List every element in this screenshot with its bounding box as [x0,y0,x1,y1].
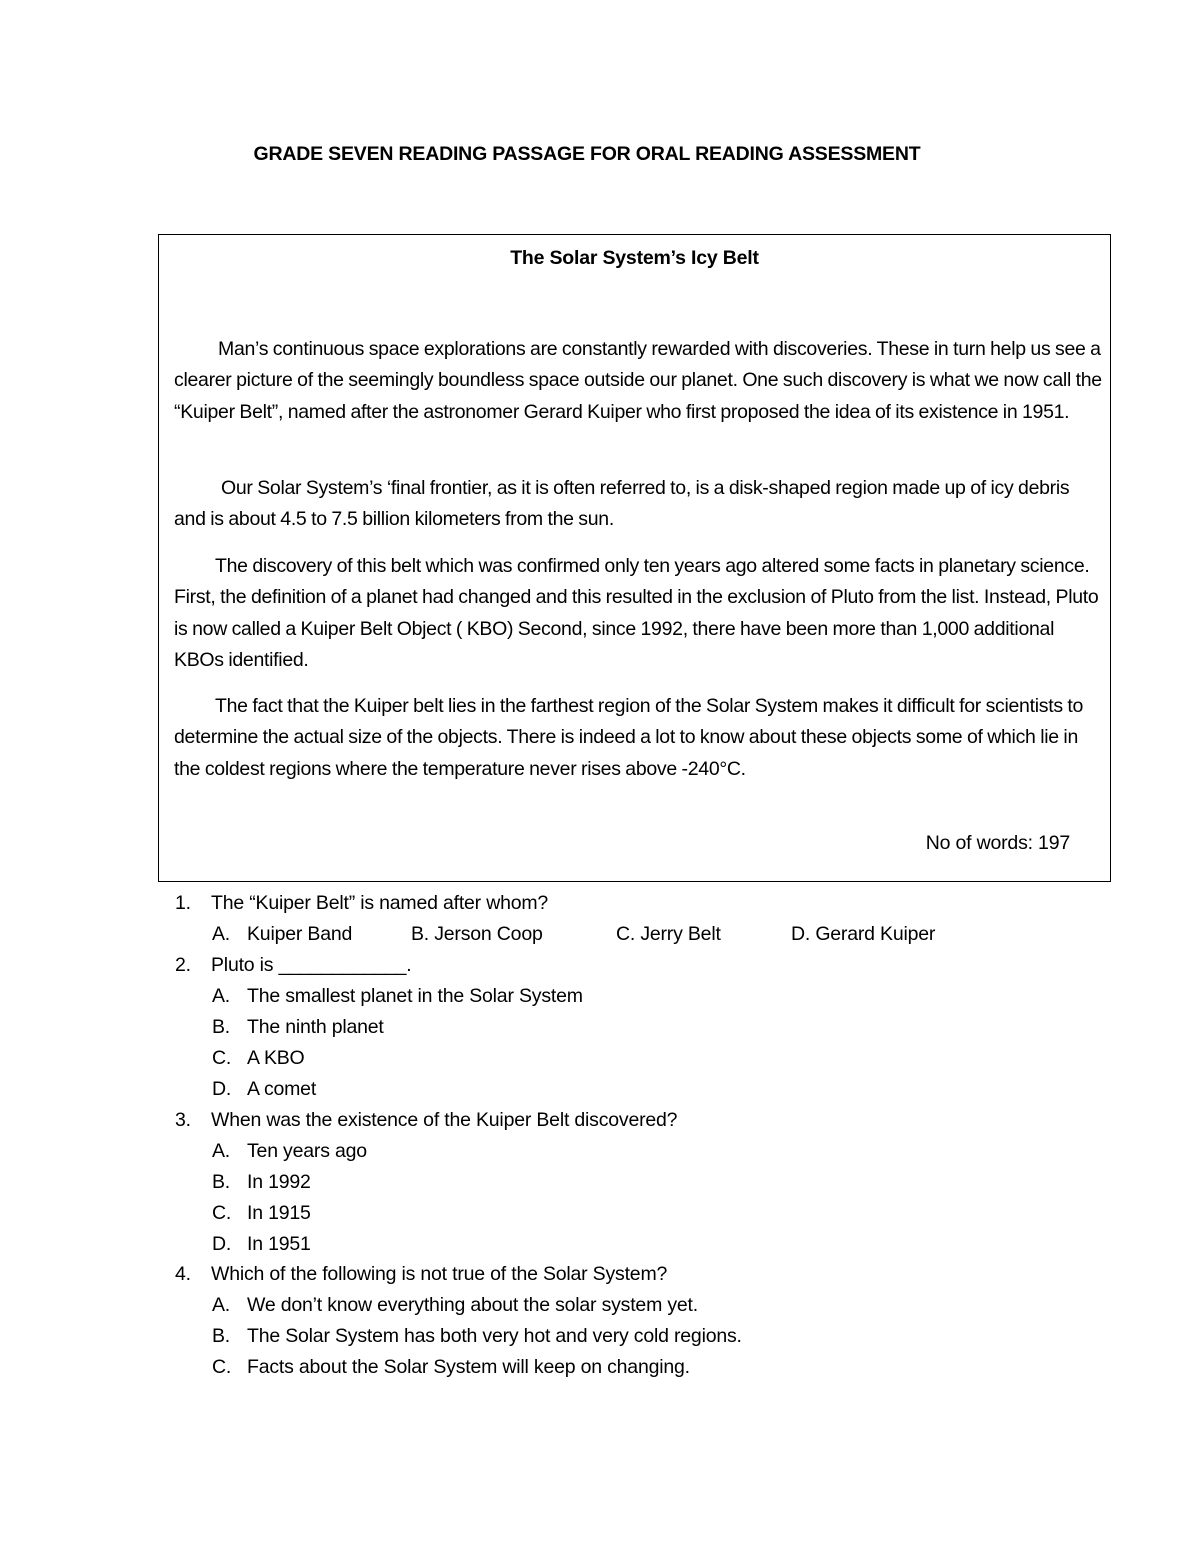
option-text: A KBO [247,1047,305,1069]
option-text: C. Jerry Belt [616,923,721,945]
option-letter: B. [212,1171,231,1193]
option-letter: D. [212,1233,232,1255]
option-text: We don’t know everything about the solar system yet. [247,1294,698,1316]
option-text: In 1992 [247,1171,311,1193]
option-letter: B. [212,1016,231,1038]
passage-paragraph-4: The fact that the Kuiper belt lies in the farthest region of the Solar System makes it difficult for scientists to determine the actual size of the objects. There is indeed a lot to know about these objects some of which lie in the coldest regions where the temperature never rises above -240°C. [174,695,1084,780]
option-text: D. Gerard Kuiper [791,923,936,945]
option-letter: B. [212,1325,231,1347]
option-text: In 1951 [247,1233,311,1255]
question-number: 3. [175,1109,191,1131]
question-number: 4. [175,1263,191,1285]
option-letter: C. [212,1356,232,1378]
option-letter: A. [212,1294,231,1316]
document-heading: GRADE SEVEN READING PASSAGE FOR ORAL READING ASSESSMENT [253,143,921,165]
option-text: B. Jerson Coop [411,923,543,945]
option-letter: A. [212,1140,231,1162]
option-text: Facts about the Solar System will keep on changing. [247,1356,690,1378]
option-text: The Solar System has both very hot and very cold regions. [247,1325,742,1347]
passage-paragraph-1: Man’s continuous space explorations are constantly rewarded with discoveries. These in turn help us see a clearer picture of the seemingly boundless space outside our planet. One such discovery is what we now call the “Kuiper Belt”, named after the astronomer Gerard Kuiper who first proposed the idea of its existence in 1951. [174,338,1102,423]
passage-paragraph-3: The discovery of this belt which was confirmed only ten years ago altered some facts in planetary science. First, the definition of a planet had changed and this resulted in the exclusion of Pluto from the list. Instead, Pluto is now called a Kuiper Belt Object ( KBO) Second, since 1992, there have been more than 1,000 additional KBOs identified. [174,555,1099,671]
word-count: No of words: 197 [925,832,1070,854]
question-text: When was the existence of the Kuiper Belt discovered? [211,1109,678,1131]
option-letter: A. [212,923,231,945]
option-text: Kuiper Band [247,923,353,945]
passage-paragraph-2: Our Solar System’s ‘final frontier, as it is often referred to, is a disk-shaped region made up of icy debris and is about 4.5 to 7.5 billion kilometers from the sun. [174,477,1070,531]
option-text: The ninth planet [247,1016,384,1038]
option-letter: A. [212,985,231,1007]
option-letter: C. [212,1047,232,1069]
option-text: Ten years ago [247,1140,367,1162]
question-text: Pluto is ____________. [211,954,412,976]
option-text: A comet [247,1078,317,1100]
option-text: The smallest planet in the Solar System [247,985,583,1007]
passage-box [158,234,1111,882]
question-text: Which of the following is not true of the Solar System? [211,1263,668,1285]
option-letter: D. [212,1078,232,1100]
question-text: The “Kuiper Belt” is named after whom? [211,892,549,914]
question-number: 1. [175,892,191,914]
option-letter: C. [212,1202,232,1224]
question-number: 2. [175,954,191,976]
passage-title: The Solar System’s Icy Belt [510,247,759,269]
option-text: In 1915 [247,1202,311,1224]
